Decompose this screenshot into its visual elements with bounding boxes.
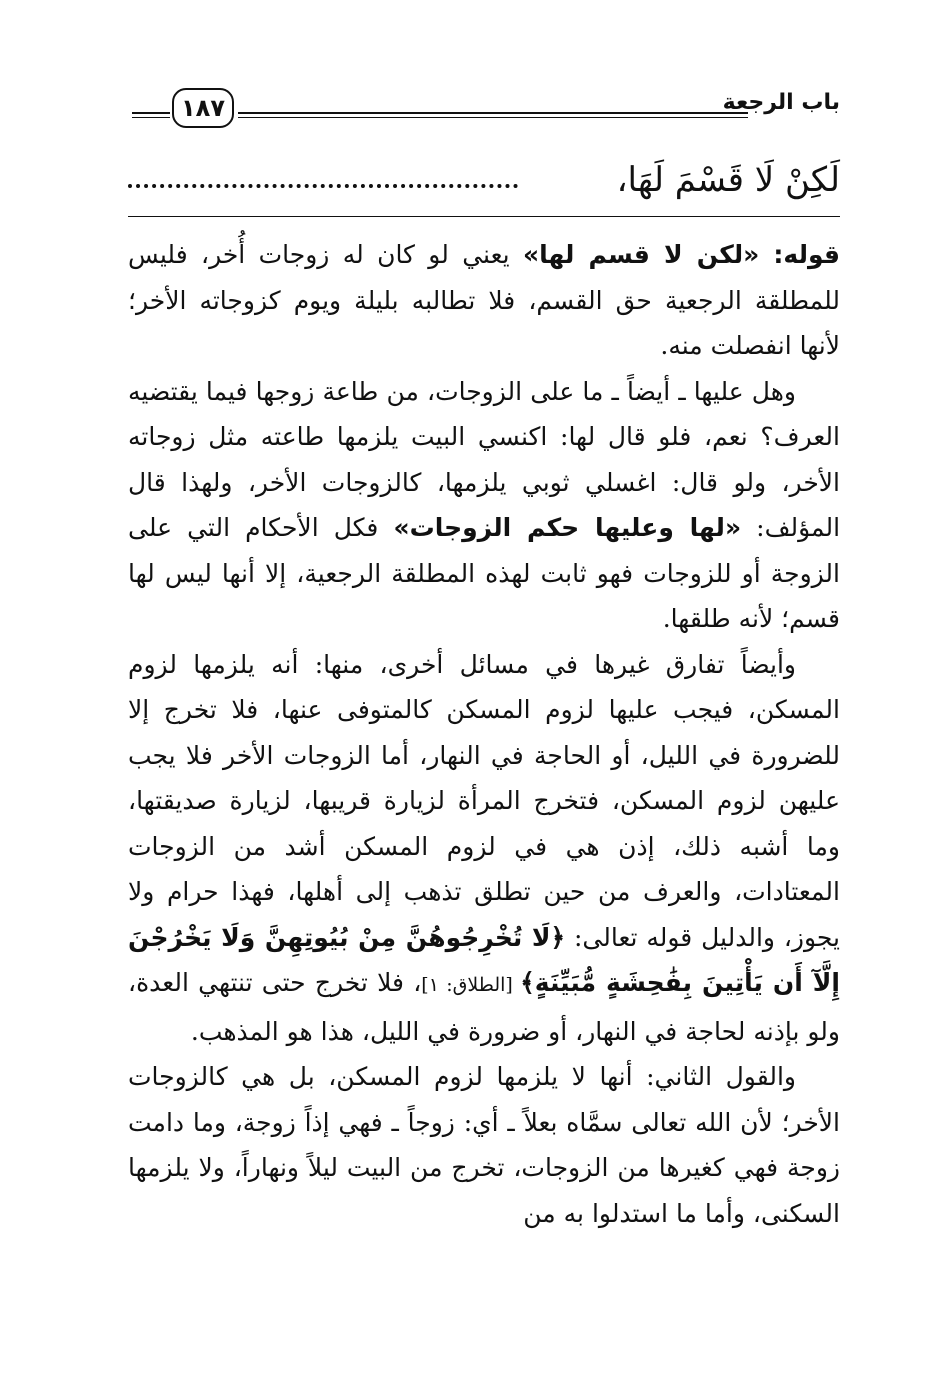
header-rule bbox=[238, 112, 748, 114]
paragraph bbox=[128, 642, 840, 1055]
paragraph bbox=[128, 369, 840, 642]
chapter-title: باب الرجعة bbox=[722, 90, 840, 115]
bold-quote: «لها وعليها حكم الزوجات» bbox=[393, 513, 742, 542]
paragraph-text: وهل عليها ـ أيضاً ـ ما على الزوجات، من طاعة زوجها فيما يقتضيه العرف؟ نعم، فلو قال لها: اكنسي البيت يلزمها طاعته مثل زوجاته الأخر، ولو قال: اغسلي ثوبي يلزمها، كالزوجات الأخر، ولهذا قال المؤلف: bbox=[128, 376, 841, 542]
matn-text: لَكِنْ لَا قَسْمَ لَهَا، bbox=[616, 160, 840, 200]
paragraph-text: والقول الثاني: أنها لا يلزمها لزوم المسكن، بل هي كالزوجات الأخر؛ لأن الله تعالى سمَّاه بعلاً ـ أي: زوجاً ـ فهي إذاً زوجة، وما دامت زوجة فهي كغيرها من الزوجات، تخرج من البيت ليلاً ونهاراً، ولا يلزمها السكنى، وأما ما استدلوا به من bbox=[128, 1062, 840, 1228]
verse-reference: [الطلاق: ١] bbox=[421, 974, 521, 996]
paragraph-text: يعني لو كان له زوجات أُخر، فليس للمطلقة الرجعية حق القسم، فلا تطالبه بليلة ويوم كزوجاته الأخر؛ لأنها انفصلت منه. bbox=[128, 240, 840, 360]
paragraph bbox=[128, 232, 840, 369]
paragraph-text: وأيضاً تفارق غيرها في مسائل أخرى، منها: أنه يلزمها لزوم المسكن، فيجب عليها لزوم المسكن كالمتوفى عنها، فلا تخرج إلا للضرورة في الليل، أو الحاجة في النهار، أما الزوجات الأخر فلا يجب عليهن لزوم المسكن، فتخرج المرأة لزيارة قريبها، لزيارة صديقتها، وما أشبه ذلك، إذن هي في لزوم المسكن أشد من الزوجات المعتادات، والعرف من حين تطلق تذهب إلى أهلها، فهذا حرام ولا يجوز، والدليل قوله تعالى: bbox=[128, 649, 840, 952]
quran-verse: ﴿لَا تُخْرِجُوهُنَّ مِنْ بُيُوتِهِنَّ وَلَا يَخْرُجْنَ إِلَّآ أَن يَأْتِينَ بِفَٰحِشَةٍ مُّبَيِّنَةٍ﴾ bbox=[128, 922, 840, 997]
header-rule bbox=[238, 117, 748, 118]
matn-line bbox=[128, 150, 840, 210]
header-rule bbox=[132, 117, 170, 118]
paragraph-text: ، فلا تخرج حتى تنتهي العدة، ولو بإذنه لحاجة في النهار، أو ضرورة في الليل، هذا هو المذهب. bbox=[128, 968, 840, 1046]
bold-quote: قوله: «لكن لا قسم لها» bbox=[522, 240, 841, 269]
paragraph-text: فكل الأحكام التي على الزوجة أو للزوجات فهو ثابت لهذه المطلقة الرجعية، إلا أنها ليس لها قسم؛ لأنه طلقها. bbox=[128, 513, 840, 633]
commentary-body bbox=[128, 232, 840, 1236]
page-header bbox=[128, 84, 840, 134]
paragraph bbox=[128, 1054, 840, 1236]
page-number: ١٨٧ bbox=[172, 88, 234, 128]
matn-dotted-leader bbox=[128, 164, 518, 188]
header-rule bbox=[132, 112, 170, 114]
matn-divider bbox=[128, 216, 840, 217]
